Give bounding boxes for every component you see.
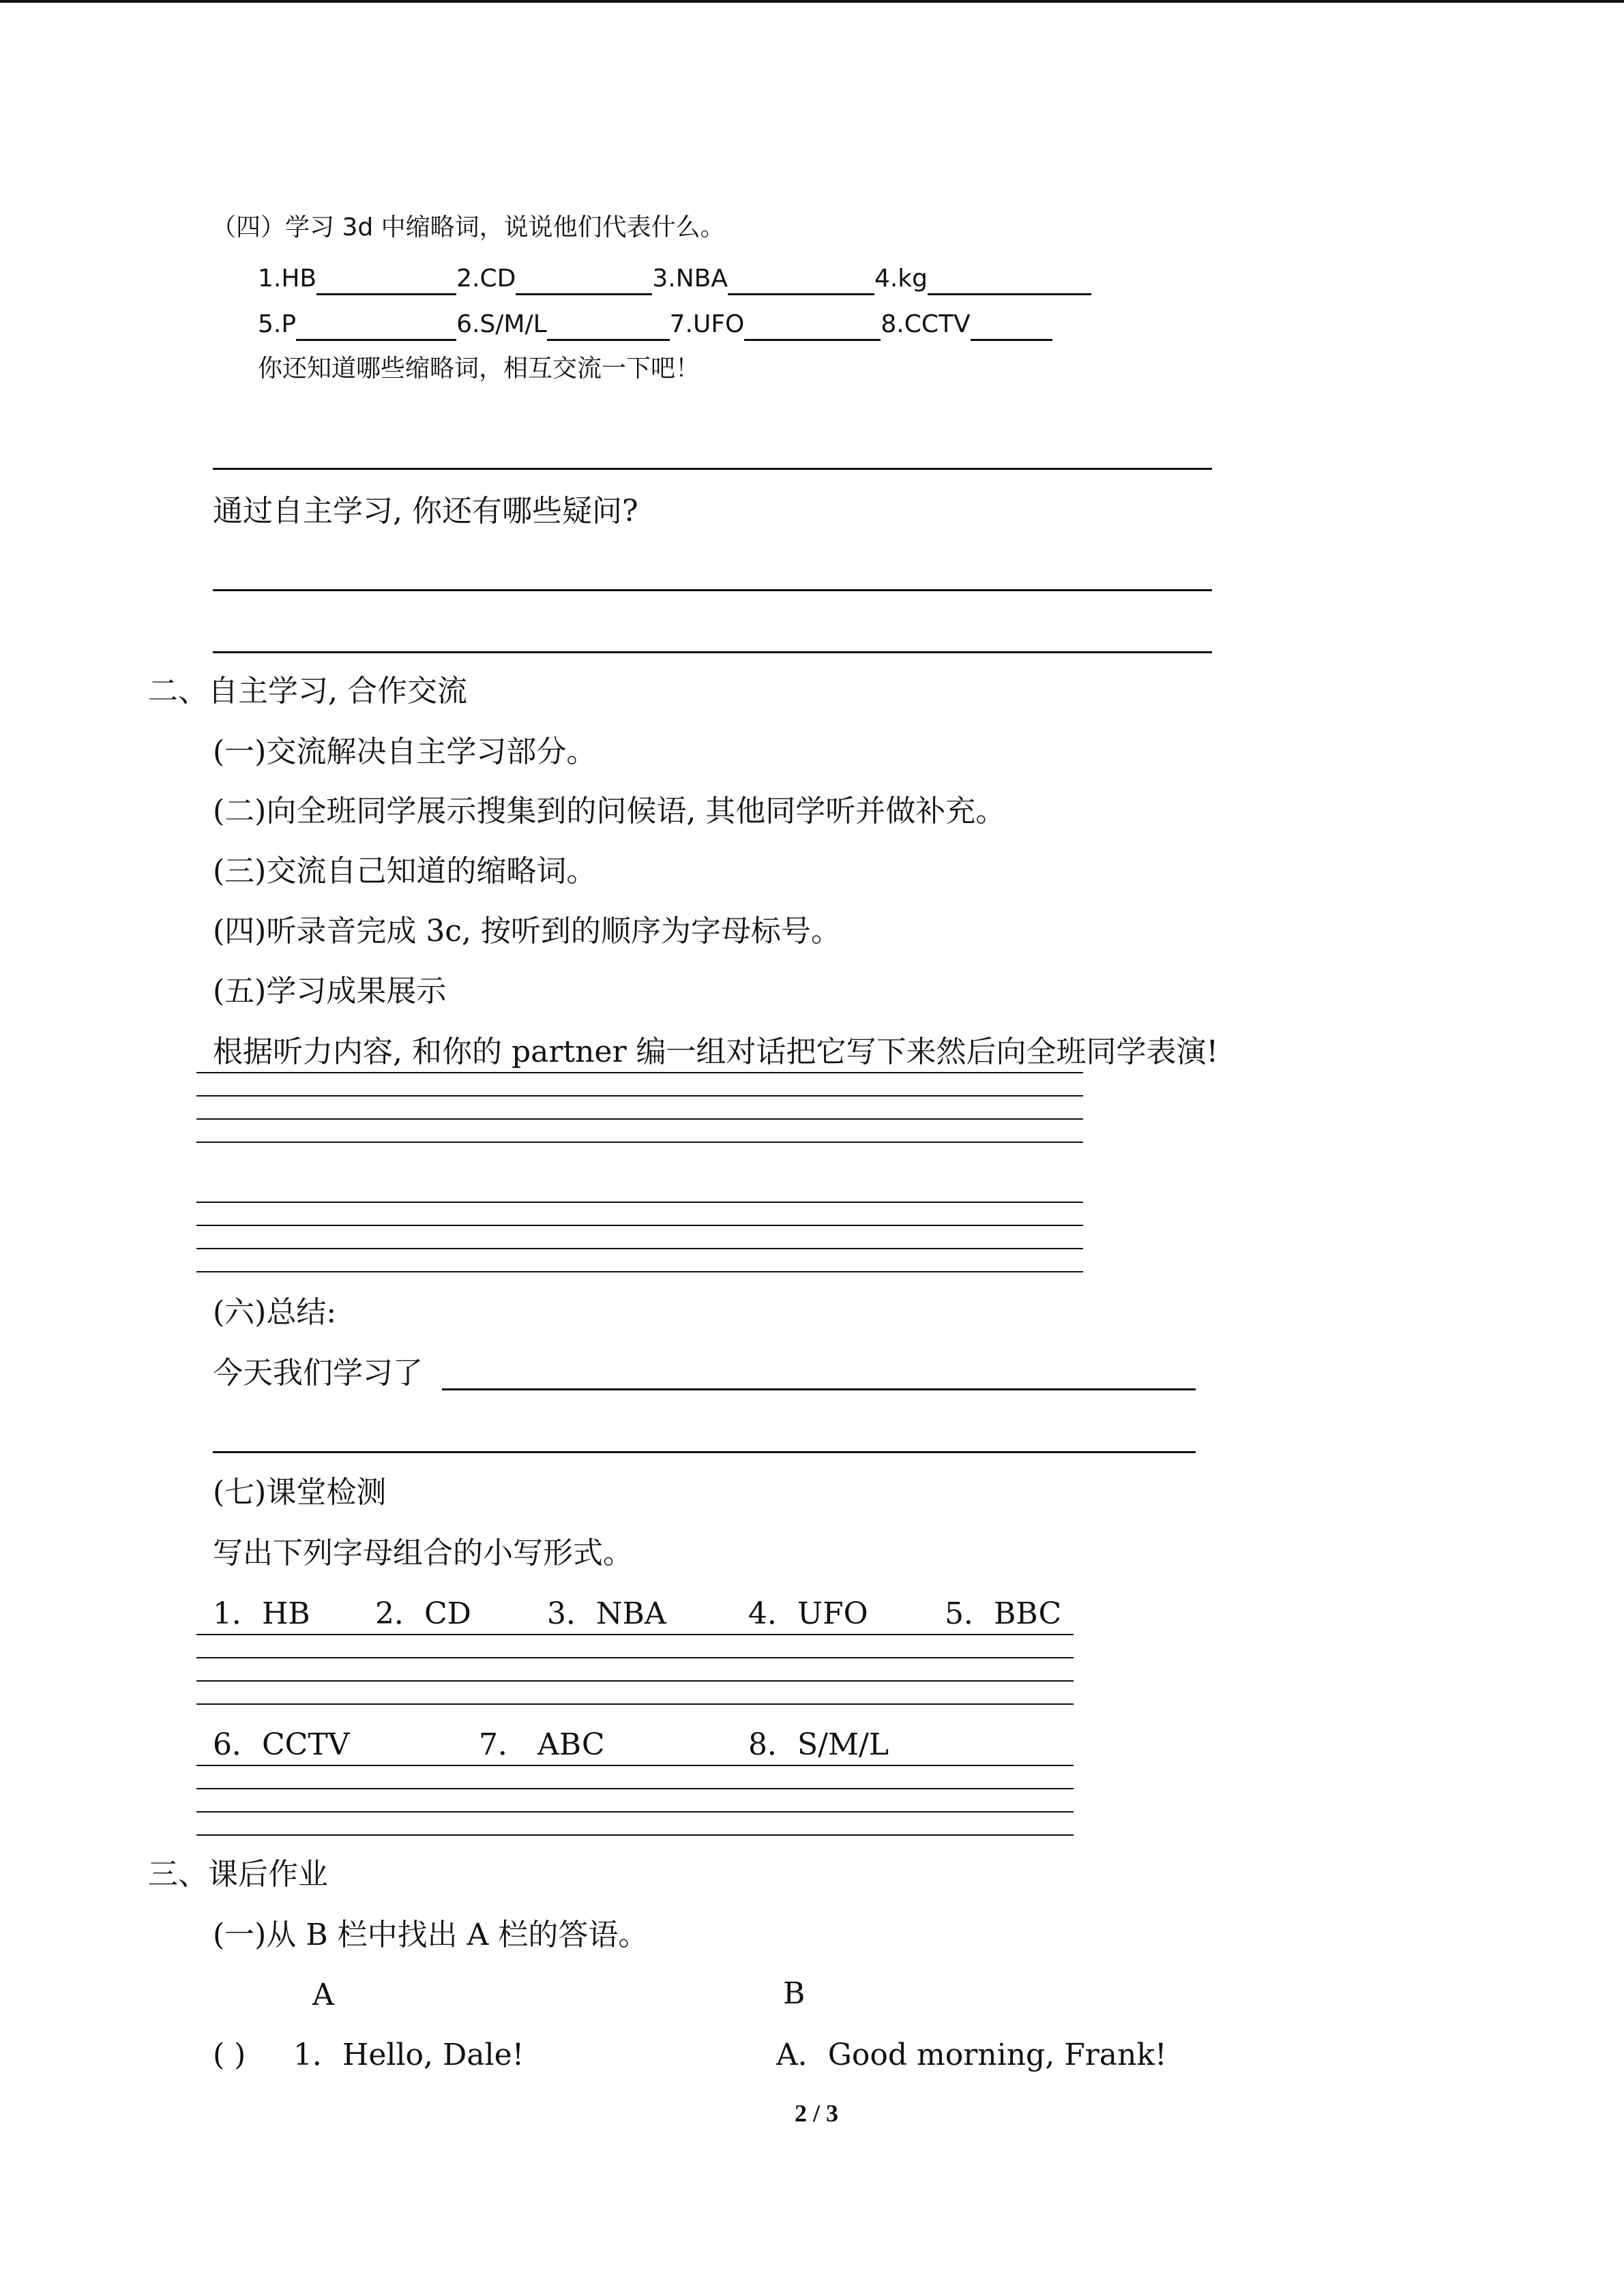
- part2-item-4: (四)听录音完成 3c, 按听到的顺序为字母标号。: [213, 914, 841, 949]
- part2-item-1: (一)交流解决自主学习部分。: [213, 734, 597, 769]
- writing-line[interactable]: [196, 1765, 1074, 1766]
- page-top-border: [0, 0, 1624, 3]
- abbr-label: 4.kg: [874, 265, 928, 293]
- column-a-header: A: [312, 1978, 334, 2012]
- dialogue-prompt: 根据听力内容, 和你的 partner 编一组对话把它写下来然后向全班同学表演!: [213, 1034, 1219, 1069]
- answer-line[interactable]: [213, 651, 1212, 653]
- abbreviation-row-1: [258, 263, 1091, 295]
- part3-instruction: (一)从 B 栏中找出 A 栏的答语。: [213, 1918, 649, 1952]
- answer-option-a: A．Good morning, Frank!: [776, 2038, 1167, 2072]
- writing-line[interactable]: [196, 1225, 1083, 1226]
- part2-item-2: (二)向全班同学展示搜集到的问候语, 其他同学听并做补充。: [213, 794, 1006, 829]
- question-1: 1．Hello, Dale!: [293, 2038, 525, 2072]
- answer-blank[interactable]: [516, 266, 652, 295]
- answer-line[interactable]: [442, 1388, 1196, 1390]
- writing-line[interactable]: [196, 1072, 1083, 1073]
- writing-line[interactable]: [196, 1680, 1074, 1682]
- answer-blank[interactable]: [744, 312, 881, 341]
- abbr-label: 7.UFO: [669, 310, 745, 338]
- writing-line[interactable]: [196, 1248, 1083, 1249]
- part3-title: 三、课后作业: [148, 1857, 328, 1892]
- abbr-label: 6.S/M/L: [456, 310, 547, 338]
- part2-item-3: (三)交流自己知道的缩略词。: [213, 854, 597, 889]
- writing-line[interactable]: [196, 1811, 1074, 1813]
- test-item: 6．CCTV: [213, 1727, 350, 1762]
- test-item: 2．CD: [375, 1596, 471, 1631]
- summary-title: (六)总结:: [213, 1295, 337, 1330]
- summary-prompt: 今天我们学习了: [213, 1356, 423, 1390]
- abbr-label: 8.CCTV: [881, 310, 971, 338]
- answer-line[interactable]: [213, 468, 1212, 470]
- writing-line[interactable]: [196, 1271, 1083, 1272]
- test-item: 8．S/M/L: [748, 1727, 889, 1762]
- answer-paren[interactable]: ( ): [213, 2038, 246, 2072]
- test-item: 5．BBC: [945, 1596, 1062, 1631]
- abbr-label: 1.HB: [258, 265, 317, 293]
- answer-line[interactable]: [213, 1451, 1196, 1453]
- writing-line[interactable]: [196, 1703, 1074, 1705]
- abbreviation-row-2: [258, 308, 1052, 341]
- abbr-label: 2.CD: [456, 265, 516, 293]
- writing-line[interactable]: [196, 1788, 1074, 1789]
- abbr-label: 5.P: [258, 310, 297, 338]
- page-number: 2 / 3: [795, 2100, 839, 2127]
- answer-blank[interactable]: [316, 266, 456, 295]
- column-b-header: B: [783, 1976, 806, 2011]
- answer-blank[interactable]: [547, 312, 670, 341]
- writing-line[interactable]: [196, 1095, 1083, 1097]
- test-item: 1．HB: [213, 1596, 310, 1631]
- writing-line[interactable]: [196, 1202, 1083, 1203]
- answer-blank[interactable]: [928, 266, 1091, 295]
- answer-blank[interactable]: [296, 312, 456, 341]
- writing-line[interactable]: [196, 1834, 1074, 1836]
- writing-line[interactable]: [196, 1634, 1074, 1635]
- answer-line[interactable]: [213, 589, 1212, 591]
- abbreviation-prompt: 你还知道哪些缩略词，相互交流一下吧！: [258, 355, 700, 383]
- answer-blank[interactable]: [971, 312, 1052, 341]
- abbr-label: 3.NBA: [652, 265, 728, 293]
- writing-line[interactable]: [196, 1118, 1083, 1120]
- writing-line[interactable]: [196, 1657, 1074, 1658]
- part2-title: 二、自主学习, 合作交流: [148, 674, 467, 709]
- answer-blank[interactable]: [728, 266, 874, 295]
- section4-header: （四）学习 3d 中缩略词，说说他们代表什么。: [211, 213, 725, 241]
- writing-line[interactable]: [196, 1142, 1083, 1143]
- test-instruction: 写出下列字母组合的小写形式。: [213, 1536, 633, 1570]
- test-item: 3．NBA: [547, 1596, 666, 1631]
- test-item: 7． ABC: [479, 1727, 605, 1762]
- self-study-question: 通过自主学习, 你还有哪些疑问?: [213, 494, 638, 528]
- part2-item-5: (五)学习成果展示: [213, 974, 447, 1009]
- test-item: 4．UFO: [748, 1596, 868, 1631]
- test-title: (七)课堂检测: [213, 1475, 387, 1510]
